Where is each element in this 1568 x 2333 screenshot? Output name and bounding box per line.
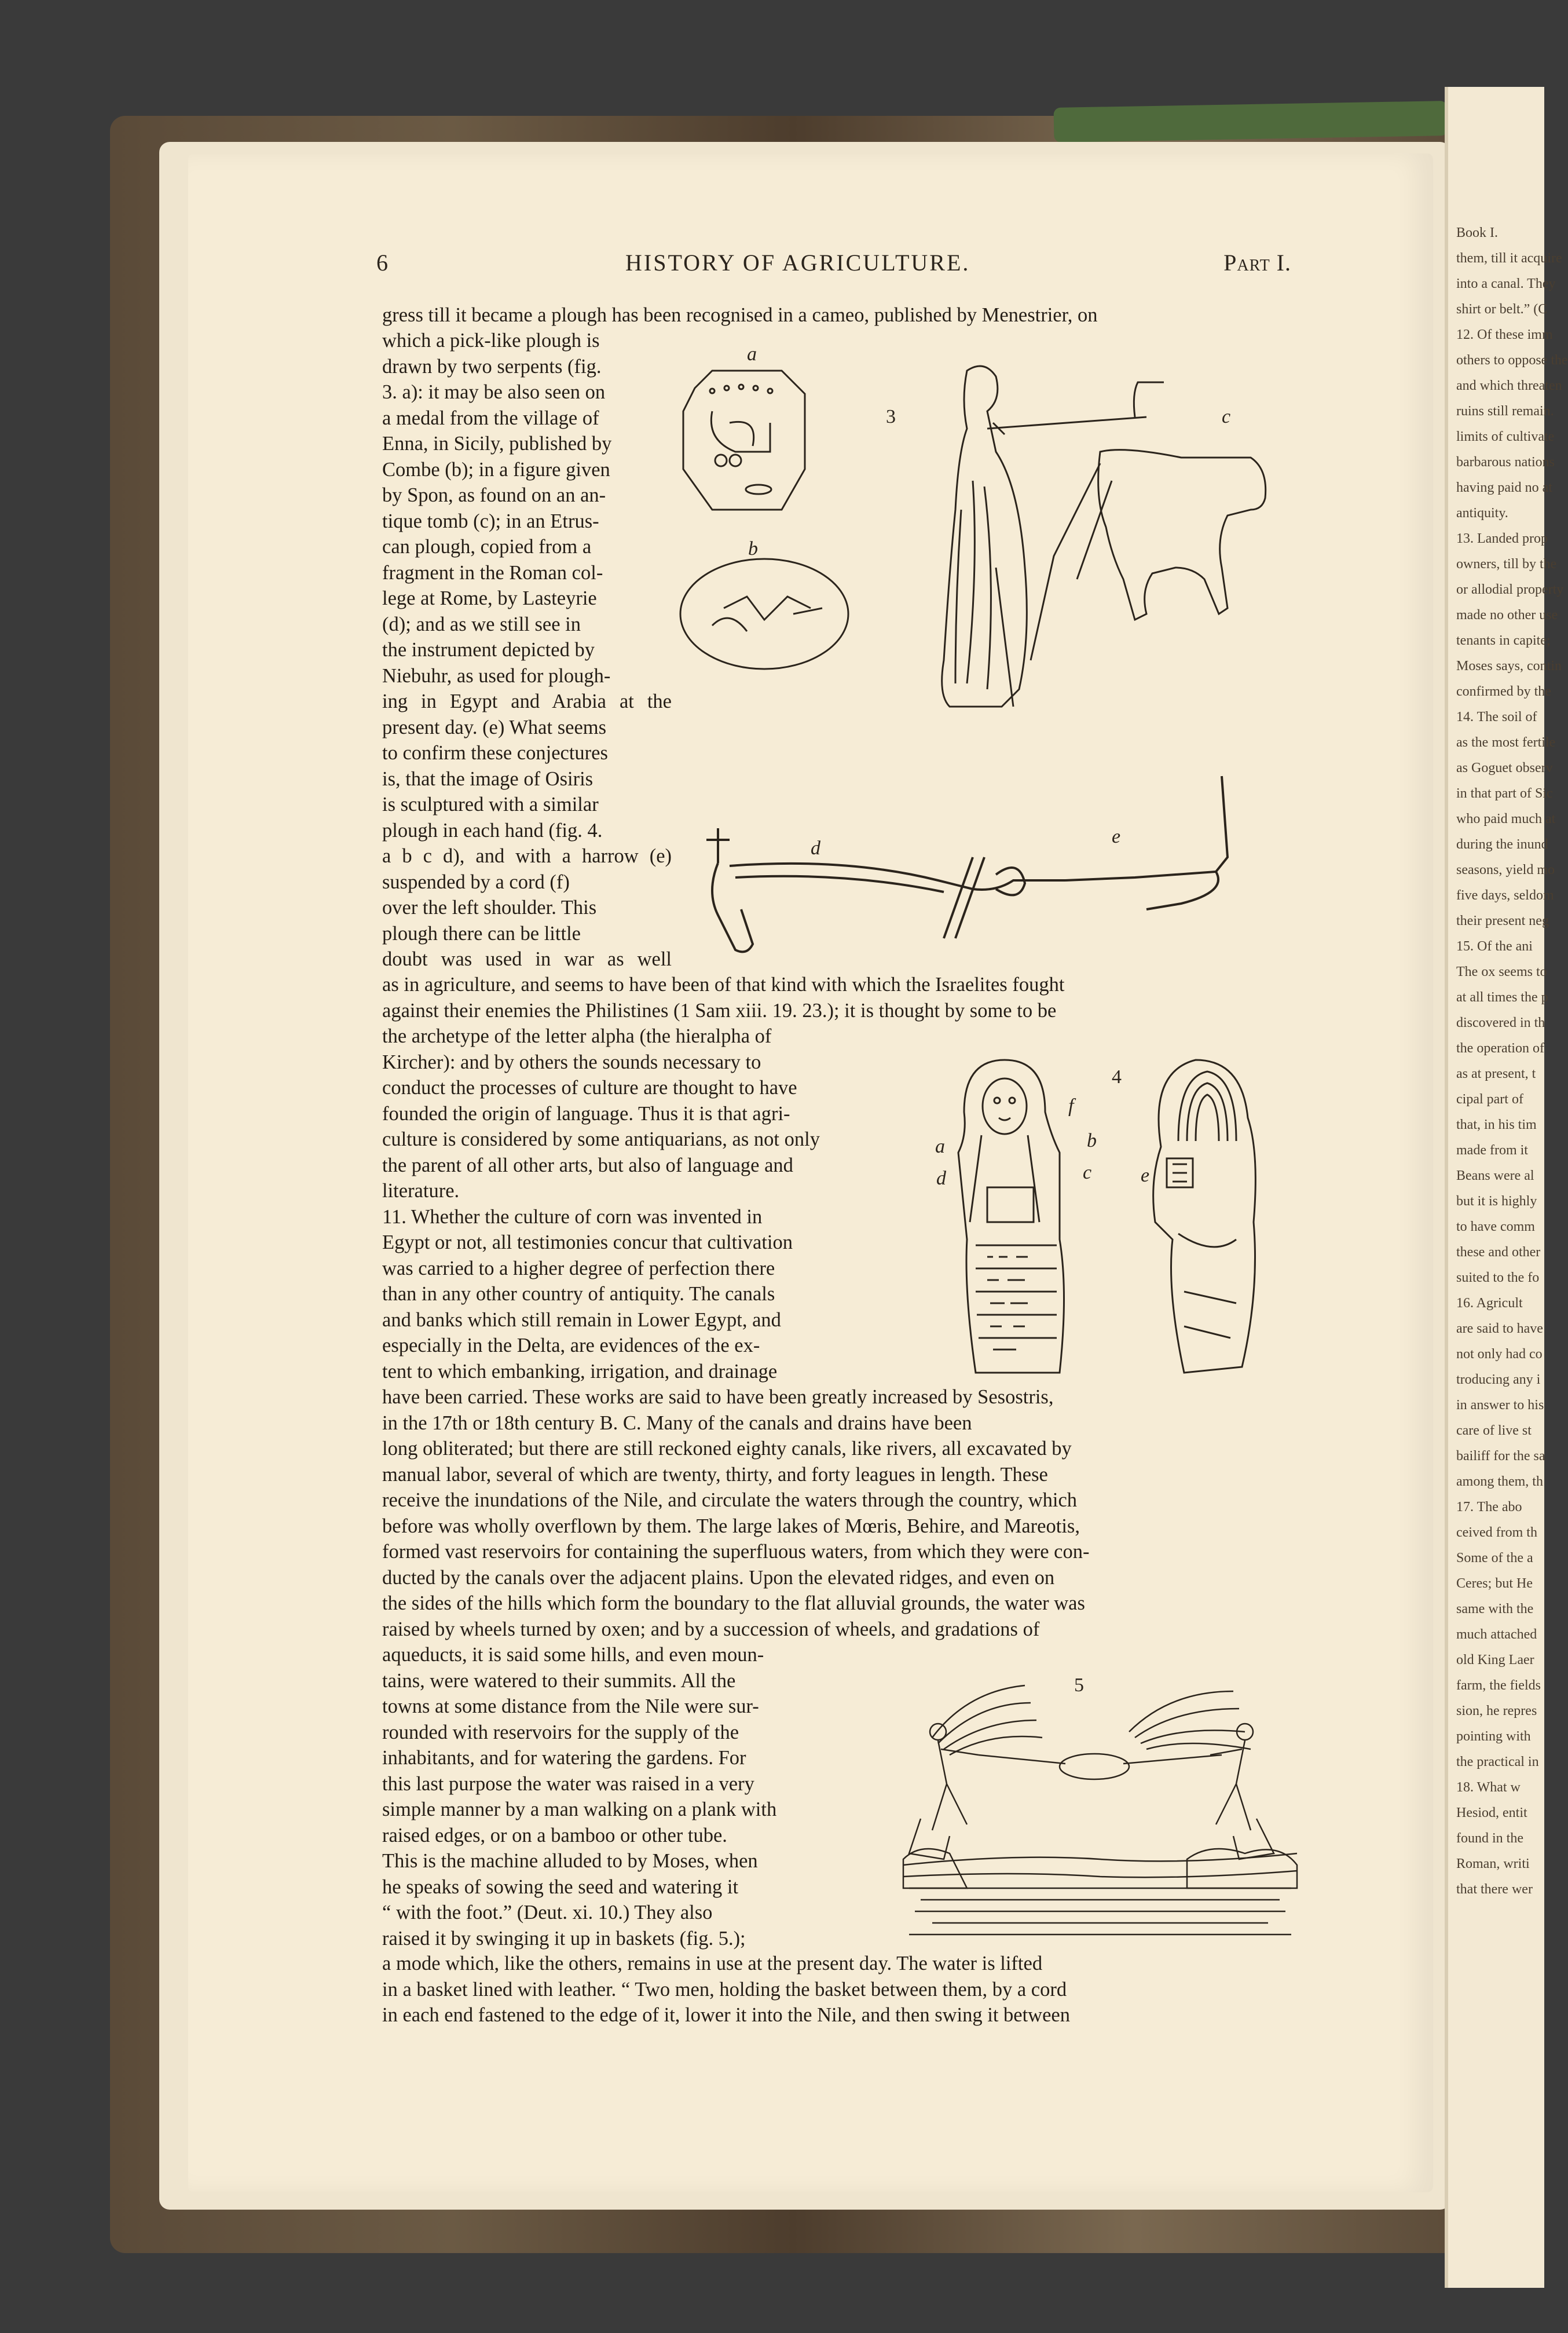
cover-edge [1054, 101, 1448, 142]
facing-page-line: antiquity. [1456, 506, 1508, 521]
text-line: long obliterated; but there are still reckoned eighty canals, like rivers, all excavated by [382, 1438, 1072, 1460]
facing-page-line: 17. The abo [1456, 1500, 1522, 1515]
running-title: HISTORY OF AGRICULTURE. [625, 250, 970, 276]
fig4-label-c: c [1083, 1162, 1092, 1183]
text-line: 3. a): it may be also seen on [382, 381, 606, 403]
text-line: fragment in the Roman col- [382, 561, 603, 584]
fig4-label-f: f [1068, 1095, 1074, 1117]
text-line: tent to which embanking, irrigation, and drainage [382, 1360, 778, 1383]
facing-page-line: 12. Of these imm [1456, 327, 1553, 342]
fig5-number: 5 [1074, 1674, 1084, 1696]
text-line: and banks which still remain in Lower Egypt, and [382, 1308, 781, 1331]
facing-page-line: Roman, writi [1456, 1856, 1530, 1871]
text-line: Enna, in Sicily, published by [382, 433, 612, 455]
text-line: have been carried. These works are said to have been greatly increased by Sesostris, [382, 1386, 1054, 1408]
running-head [376, 249, 1291, 284]
page-number: 6 [376, 250, 388, 276]
facing-page-line: five days, seldom [1456, 888, 1554, 903]
text-line: inhabitants, and for watering the gardens. For [382, 1747, 746, 1769]
text-line: in each end fastened to the edge of it, lower it into the Nile, and then swing it between [382, 2004, 1070, 2026]
text-line: raised by wheels turned by oxen; and by a succession of wheels, and gradations of [382, 1618, 1040, 1640]
facing-page-text [1456, 220, 1568, 1902]
facing-page-line: The ox seems to [1456, 964, 1547, 979]
fig4-label-e: e [1141, 1165, 1150, 1186]
facing-page-line: shirt or belt.” (C [1456, 302, 1548, 317]
facing-page-line: old King Laer [1456, 1652, 1534, 1668]
fig4-label-d: d [936, 1168, 946, 1189]
part-label: Part I. [1223, 250, 1291, 276]
facing-page-line: who paid much at [1456, 811, 1556, 827]
text-line: by Spon, as found on an an- [382, 484, 606, 506]
facing-page-line: ceived from th [1456, 1525, 1537, 1540]
text-line: ing in Egypt and Arabia at the [382, 690, 672, 712]
text-line: “ with the foot.” (Deut. xi. 10.) They also [382, 1901, 713, 1924]
facing-page-line: among them, th [1456, 1474, 1543, 1489]
facing-page-line: farm, the fields [1456, 1678, 1541, 1693]
facing-page-line: tenants in capite; [1456, 633, 1551, 648]
facing-page-line: at all times the p [1456, 990, 1548, 1005]
text-line: plough in each hand (fig. 4. [382, 819, 603, 842]
facing-page-line: found in the [1456, 1831, 1523, 1846]
facing-page-line: others to oppose the [1456, 353, 1568, 368]
text-line: the archetype of the letter alpha (the hieralpha of [382, 1025, 772, 1047]
text-block-baskets [382, 1951, 1297, 2028]
text-line: the instrument depicted by [382, 639, 595, 661]
text-line: over the left shoulder. This [382, 897, 597, 919]
text-line: drawn by two serpents (fig. [382, 355, 602, 378]
text-line: he speaks of sowing the seed and watering it [382, 1875, 739, 1898]
text-line: literature. [382, 1180, 460, 1202]
facing-page-line: 13. Landed prop [1456, 531, 1548, 546]
text-line: raised edges, or on a bamboo or other tube. [382, 1824, 727, 1846]
facing-page-line: troducing any i [1456, 1372, 1541, 1387]
facing-page-line: 18. What w [1456, 1780, 1521, 1795]
text-line: tique tomb (c); in an Etrus- [382, 510, 599, 532]
facing-page-line: Some of the a [1456, 1551, 1533, 1566]
facing-page-line: the practical in [1456, 1754, 1539, 1769]
text-line: simple manner by a man walking on a plank with [382, 1798, 777, 1820]
facing-page-line: 14. The soil of [1456, 710, 1537, 725]
text-line: receive the inundations of the Nile, and circulate the waters through the country, which [382, 1489, 1078, 1511]
facing-page-line: care of live st [1456, 1423, 1532, 1438]
facing-page-line: their present neg [1456, 913, 1549, 928]
text-line: which a pick-like plough is [382, 330, 600, 352]
text-line: as in agriculture, and seems to have been of that kind with which the Israelites fought [382, 974, 1065, 996]
facing-page-line: and which threaten [1456, 378, 1562, 393]
facing-page-line: confirmed by the [1456, 684, 1551, 699]
text-line: is, that the image of Osiris [382, 767, 594, 790]
text-line: gress till it became a plough has been recognised in a cameo, published by Menestrier, on [382, 304, 1098, 326]
facing-page-line: as Goguet observ [1456, 760, 1553, 776]
text-line: Egypt or not, all testimonies concur that cultivation [382, 1231, 793, 1253]
fig4-label-a: a [935, 1136, 945, 1157]
text-line: can plough, copied from a [382, 536, 592, 558]
facing-page-line: them, till it acquire [1456, 251, 1562, 266]
facing-page-line: into a canal. They [1456, 276, 1556, 291]
text-line: Kircher): and by others the sounds necessary to [382, 1051, 761, 1073]
text-line: 11. Whether the culture of corn was invented in [382, 1205, 763, 1228]
text-line: this last purpose the water was raised in a very [382, 1772, 754, 1795]
figure-3 [672, 336, 1297, 967]
facing-page-line: not only had co [1456, 1347, 1543, 1362]
facing-page-line: Beans were al [1456, 1168, 1534, 1183]
text-line: This is the machine alluded to by Moses, when [382, 1850, 758, 1872]
text-line: plough there can be little [382, 922, 581, 945]
fig3-label-a: a [747, 343, 757, 365]
facing-page-line: that, in his tim [1456, 1117, 1537, 1132]
text-block-israelites [382, 972, 1291, 1023]
facing-page-line: cipal part of [1456, 1092, 1523, 1107]
text-line: aqueducts, it is said some hills, and even moun- [382, 1644, 764, 1666]
text-line: formed vast reservoirs for containing the superfluous waters, from which they were con- [382, 1541, 1090, 1563]
facing-page-line: limits of cultivate [1456, 429, 1555, 444]
facing-page-line: the operation of [1456, 1041, 1544, 1056]
text-line: before was wholly overflown by them. The large lakes of Mœris, Behire, and Mareotis, [382, 1515, 1080, 1537]
text-line: than in any other country of antiquity. The canals [382, 1283, 775, 1305]
text-block-alpha [382, 1023, 935, 1384]
text-line: tains, were watered to their summits. All the [382, 1669, 736, 1692]
text-line: is sculptured with a similar [382, 793, 599, 816]
facing-page-line: pointing with [1456, 1729, 1531, 1744]
facing-page-line: are said to have [1456, 1321, 1543, 1336]
facing-page-line: ruins still remain. [1456, 404, 1554, 419]
facing-page-line: having paid no at [1456, 480, 1552, 495]
text-line: lege at Rome, by Lasteyrie [382, 587, 597, 609]
text-block-intro [382, 302, 1291, 328]
figure-4 [935, 1048, 1294, 1384]
text-line: the parent of all other arts, but also of language and [382, 1154, 793, 1176]
text-line: founded the origin of language. Thus it is that agri- [382, 1102, 790, 1125]
facing-page-line: seasons, yield mo [1456, 862, 1555, 877]
text-line: doubt was used in war as well [382, 948, 672, 970]
text-line: Combe (b); in a figure given [382, 458, 610, 481]
text-line: conduct the processes of culture are thought to have [382, 1077, 797, 1099]
text-line: against their enemies the Philistines (1 Sam xiii. 19. 23.); it is thought by some to be [382, 999, 1057, 1022]
facing-page-line: 16. Agricult [1456, 1296, 1523, 1311]
text-line: a mode which, like the others, remains in use at the present day. The water is lifted [382, 1952, 1043, 1974]
facing-page-line: same with the [1456, 1601, 1534, 1617]
text-line: manual labor, several of which are twenty, thirty, and forty leagues in length. These [382, 1463, 1048, 1486]
facing-page-line: Moses says, contin [1456, 659, 1562, 674]
facing-page-line: 15. Of the ani [1456, 939, 1533, 954]
fig3-label-e: e [1112, 826, 1121, 847]
facing-page-line: owners, till by the [1456, 557, 1557, 572]
fig3-label-b: b [748, 538, 758, 560]
facing-page-line: in that part of Sic [1456, 786, 1553, 801]
facing-page-line: these and other [1456, 1245, 1541, 1260]
fig3-number: 3 [886, 406, 896, 427]
facing-page-line: sion, he repres [1456, 1703, 1537, 1718]
facing-page-line: or allodial property [1456, 582, 1564, 597]
text-line: (d); and as we still see in [382, 613, 581, 635]
figure-5 [897, 1668, 1303, 1946]
text-line: in a basket lined with leather. “ Two men, holding the basket between them, by a cord [382, 1978, 1067, 2001]
text-line: towns at some distance from the Nile were sur- [382, 1695, 759, 1717]
text-line: was carried to a higher degree of perfection there [382, 1257, 775, 1279]
text-block-plough [382, 328, 672, 972]
facing-page-line: made no other use [1456, 608, 1558, 623]
text-line: present day. (e) What seems [382, 716, 607, 738]
text-line: to confirm these conjectures [382, 742, 608, 764]
facing-page-line: in answer to his [1456, 1398, 1544, 1413]
fig3-label-d: d [811, 838, 820, 859]
text-line: rounded with reservoirs for the supply of the [382, 1721, 739, 1743]
text-line: raised it by swinging it up in baskets (fig. 5.); [382, 1927, 746, 1950]
facing-page-line: but it is highly [1456, 1194, 1537, 1209]
facing-page-line: made from it [1456, 1143, 1528, 1158]
facing-page-line: Hesiod, entit [1456, 1805, 1527, 1820]
text-line: suspended by a cord (f) [382, 871, 570, 893]
facing-page-line: during the inund [1456, 837, 1548, 852]
facing-page-line: as the most fertile [1456, 735, 1556, 750]
facing-page-line: that there wer [1456, 1882, 1533, 1897]
text-line: the sides of the hills which form the boundary to the flat alluvial grounds, the water was [382, 1592, 1085, 1614]
text-line: ducted by the canals over the adjacent plains. Upon the elevated ridges, and even on [382, 1566, 1055, 1589]
text-line: culture is considered by some antiquarians, as not only [382, 1128, 820, 1150]
text-line: Niebuhr, as used for plough- [382, 664, 611, 687]
text-block-canals [382, 1384, 1297, 1642]
facing-page-line: much attached [1456, 1627, 1537, 1642]
fig4-number: 4 [1112, 1066, 1122, 1088]
facing-page-line: barbarous nations [1456, 455, 1555, 470]
facing-page-line: discovered in th [1456, 1015, 1545, 1030]
fig3-label-c: c [1222, 406, 1231, 427]
text-line: especially in the Delta, are evidences of the ex- [382, 1334, 760, 1356]
text-block-reservoirs [382, 1642, 892, 1951]
facing-page-line: to have comm [1456, 1219, 1535, 1234]
facing-page-line: bailiff for the sa [1456, 1449, 1545, 1464]
facing-page-line: as at present, t [1456, 1066, 1536, 1081]
facing-page-line: Ceres; but He [1456, 1576, 1533, 1591]
text-line: a b c d), and with a harrow (e) [382, 845, 672, 867]
text-line: in the 17th or 18th century B. C. Many of the canals and drains have been [382, 1411, 972, 1434]
facing-page-line: suited to the fo [1456, 1270, 1540, 1285]
facing-page-line: Book I. [1456, 225, 1498, 240]
text-line: a medal from the village of [382, 407, 599, 429]
fig4-label-b: b [1087, 1130, 1097, 1151]
